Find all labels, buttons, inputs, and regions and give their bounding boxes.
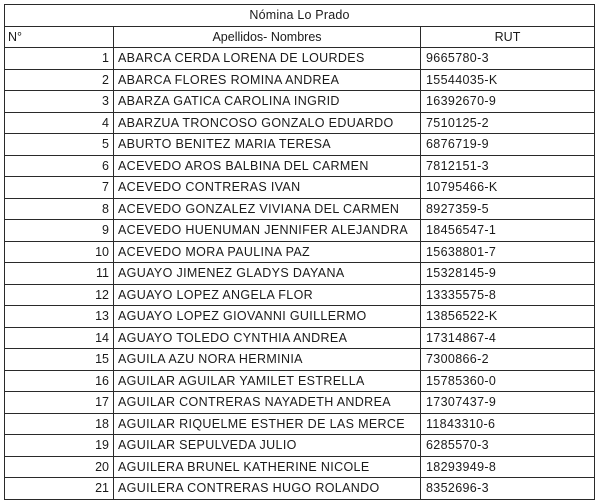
row-number: 18: [5, 413, 114, 435]
row-number: 19: [5, 435, 114, 457]
column-header-rut: RUT: [421, 26, 595, 48]
row-name: AGUILAR RIQUELME ESTHER DE LAS MERCE: [114, 413, 421, 435]
row-number: 13: [5, 306, 114, 328]
row-name: ABARZA GATICA CAROLINA INGRID: [114, 91, 421, 113]
row-name: AGUILAR CONTRERAS NAYADETH ANDREA: [114, 392, 421, 414]
table-row: [5, 134, 595, 156]
row-name: ABARCA FLORES ROMINA ANDREA: [114, 69, 421, 91]
row-rut: 8352696-3: [421, 478, 595, 500]
table-row: [5, 263, 595, 285]
row-number: 17: [5, 392, 114, 414]
row-number: 4: [5, 112, 114, 134]
table-row: [5, 69, 595, 91]
table-row: [5, 198, 595, 220]
table-title: Nómina Lo Prado: [5, 5, 595, 27]
row-number: 5: [5, 134, 114, 156]
row-name: AGUAYO JIMENEZ GLADYS DAYANA: [114, 263, 421, 285]
row-name: AGUAYO LOPEZ ANGELA FLOR: [114, 284, 421, 306]
row-rut: 11843310-6: [421, 413, 595, 435]
row-number: 21: [5, 478, 114, 500]
row-rut: 6876719-9: [421, 134, 595, 156]
row-number: 11: [5, 263, 114, 285]
row-number: 16: [5, 370, 114, 392]
row-name: ABURTO BENITEZ MARIA TERESA: [114, 134, 421, 156]
row-number: 10: [5, 241, 114, 263]
row-name: ACEVEDO CONTRERAS IVAN: [114, 177, 421, 199]
row-name: AGUILERA CONTRERAS HUGO ROLANDO: [114, 478, 421, 500]
row-name: AGUILAR SEPULVEDA JULIO: [114, 435, 421, 457]
row-number: 3: [5, 91, 114, 113]
row-rut: 18293949-8: [421, 456, 595, 478]
row-name: ABARZUA TRONCOSO GONZALO EDUARDO: [114, 112, 421, 134]
table-row: [5, 435, 595, 457]
row-name: ACEVEDO GONZALEZ VIVIANA DEL CARMEN: [114, 198, 421, 220]
header-row: [5, 26, 595, 48]
table-row: [5, 370, 595, 392]
row-rut: 13335575-8: [421, 284, 595, 306]
title-row: [5, 5, 595, 27]
table-row: [5, 306, 595, 328]
table-row: [5, 91, 595, 113]
row-rut: 9665780-3: [421, 48, 595, 70]
row-rut: 10795466-K: [421, 177, 595, 199]
row-rut: 7300866-2: [421, 349, 595, 371]
row-rut: 7510125-2: [421, 112, 595, 134]
row-rut: 15544035-K: [421, 69, 595, 91]
table-row: [5, 478, 595, 500]
row-rut: 7812151-3: [421, 155, 595, 177]
table-row: [5, 327, 595, 349]
roster-table: [4, 4, 595, 500]
table-row: [5, 241, 595, 263]
table-row: [5, 349, 595, 371]
row-number: 6: [5, 155, 114, 177]
roster-body: [5, 48, 595, 500]
column-header-name: Apellidos- Nombres: [114, 26, 421, 48]
row-number: 7: [5, 177, 114, 199]
table-row: [5, 155, 595, 177]
row-name: ACEVEDO HUENUMAN JENNIFER ALEJANDRA: [114, 220, 421, 242]
row-name: AGUAYO TOLEDO CYNTHIA ANDREA: [114, 327, 421, 349]
roster-sheet: [4, 4, 594, 500]
table-row: [5, 112, 595, 134]
column-header-number: N°: [5, 26, 114, 48]
row-name: AGUAYO LOPEZ GIOVANNI GUILLERMO: [114, 306, 421, 328]
row-rut: 8927359-5: [421, 198, 595, 220]
table-row: [5, 284, 595, 306]
row-rut: 17307437-9: [421, 392, 595, 414]
row-name: AGUILAR AGUILAR YAMILET ESTRELLA: [114, 370, 421, 392]
table-row: [5, 220, 595, 242]
row-name: AGUILERA BRUNEL KATHERINE NICOLE: [114, 456, 421, 478]
table-row: [5, 413, 595, 435]
table-row: [5, 177, 595, 199]
row-number: 8: [5, 198, 114, 220]
row-rut: 15638801-7: [421, 241, 595, 263]
table-row: [5, 48, 595, 70]
row-number: 15: [5, 349, 114, 371]
row-number: 2: [5, 69, 114, 91]
row-number: 1: [5, 48, 114, 70]
row-name: ABARCA CERDA LORENA DE LOURDES: [114, 48, 421, 70]
row-rut: 13856522-K: [421, 306, 595, 328]
row-number: 20: [5, 456, 114, 478]
row-name: ACEVEDO AROS BALBINA DEL CARMEN: [114, 155, 421, 177]
row-rut: 15785360-0: [421, 370, 595, 392]
row-name: ACEVEDO MORA PAULINA PAZ: [114, 241, 421, 263]
row-number: 14: [5, 327, 114, 349]
row-rut: 18456547-1: [421, 220, 595, 242]
table-row: [5, 392, 595, 414]
row-rut: 6285570-3: [421, 435, 595, 457]
row-name: AGUILA AZU NORA HERMINIA: [114, 349, 421, 371]
row-number: 9: [5, 220, 114, 242]
row-rut: 17314867-4: [421, 327, 595, 349]
row-number: 12: [5, 284, 114, 306]
table-row: [5, 456, 595, 478]
row-rut: 16392670-9: [421, 91, 595, 113]
row-rut: 15328145-9: [421, 263, 595, 285]
